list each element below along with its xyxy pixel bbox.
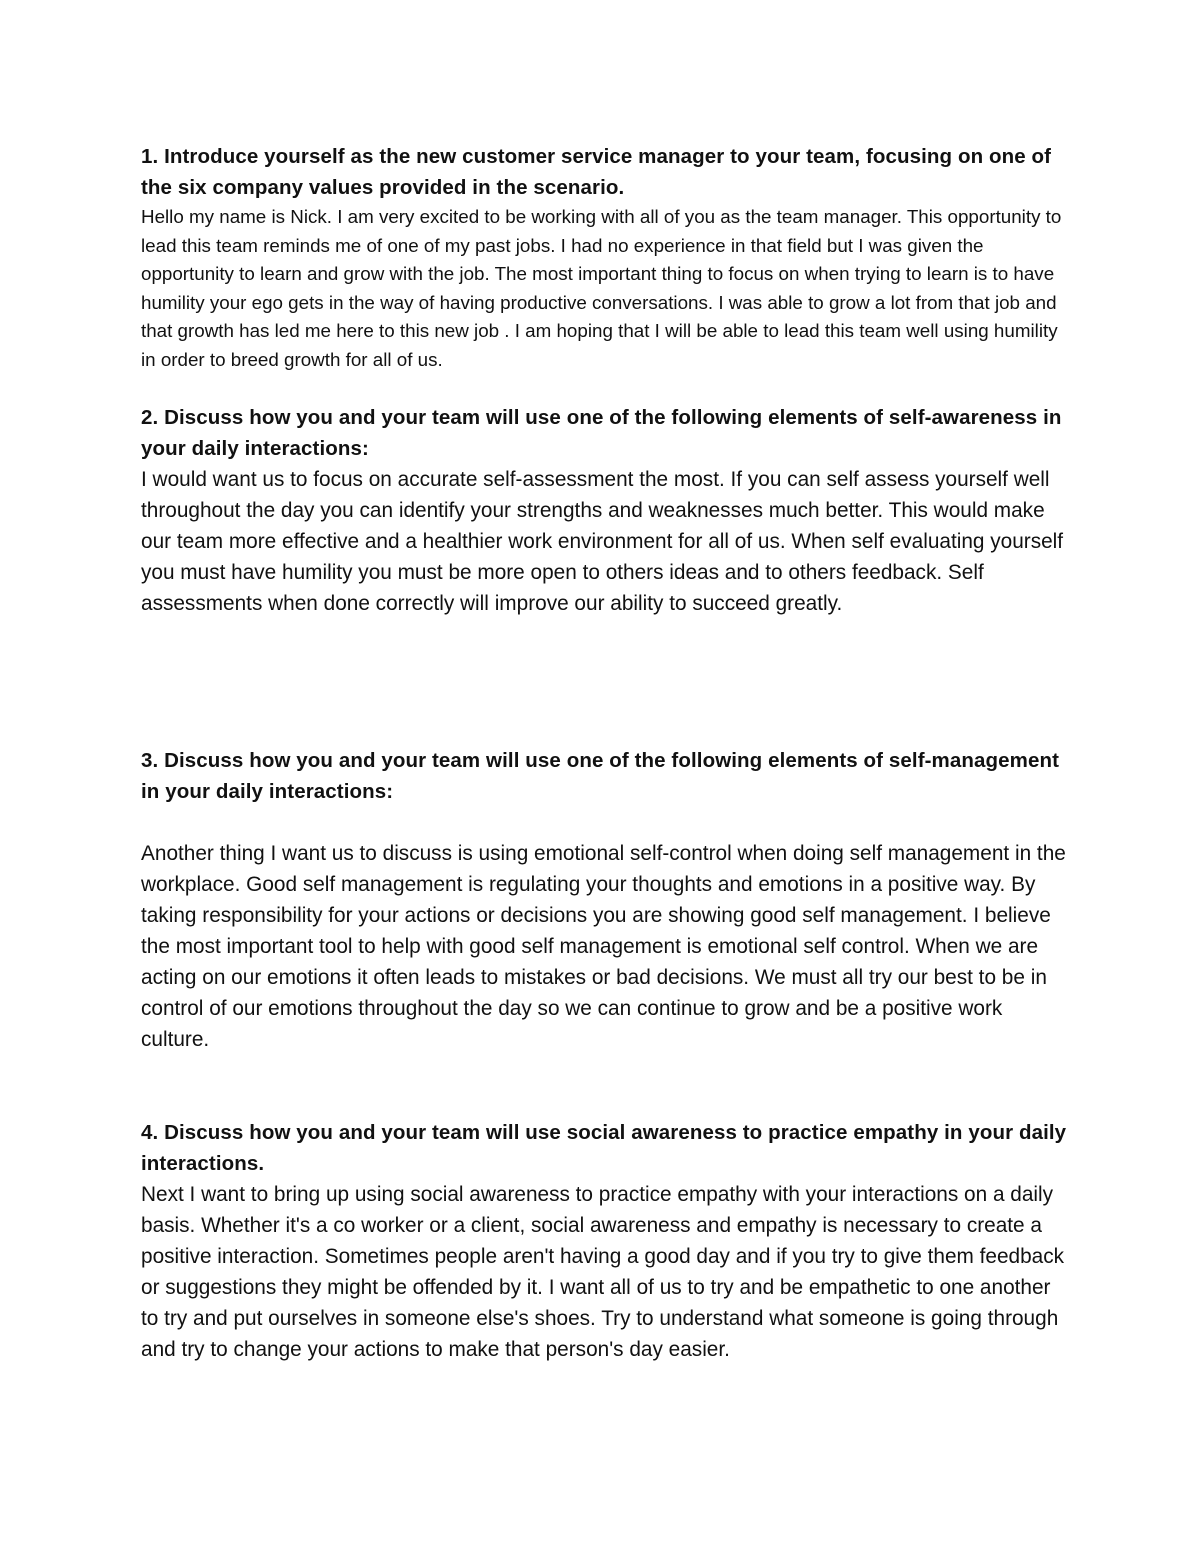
section-1-heading: 1. Introduce yourself as the new customer service manager to your team, focusing on one of the six company values provided in the scenario. — [141, 145, 1052, 199]
section-3-heading: 3. Discuss how you and your team will use one of the following elements of self-management in your daily interactions: — [141, 749, 1059, 803]
section-2-heading: 2. Discuss how you and your team will use one of the following elements of self-awareness in your daily interactions: — [141, 406, 1062, 460]
section-1-body: Hello my name is Nick. I am very excited to be working with all of you as the team manager. This opportunity to lead this team reminds me of one of my past jobs. I had no experience in that field but I was given the opportunity to learn and grow with the job. The most important thing to focus on when trying to learn is to have humility your ego gets in the way of having productive conversations. I was able to grow a lot from that job and that growth has led me here to this new job . I am hoping that I will be able to lead this team well using humility in order to breed growth for all of us. — [141, 206, 1062, 370]
section-4-body: Next I want to bring up using social awareness to practice empathy with your interactions on a daily basis. Whether it's a co worker or a client, social awareness and empathy is necessary to create a positive interaction. Sometimes people aren't having a good day and if you try to give them feedback or suggestions they might be offended by it. I want all of us to try and be empathetic to one another to try and put ourselves in someone else's shoes. Try to understand what someone is going through and try to change your actions to make that person's day easier. — [141, 1183, 1065, 1361]
section-2-body: I would want us to focus on accurate self-assessment the most. If you can self assess yourself well throughout the day you can identify your strengths and weaknesses much better. This would make our team more effective and a healthier work environment for all of us. When self evaluating yourself you must have humility you must be more open to others ideas and to others feedback. Self assessments when done correctly will improve our ability to succeed greatly. — [141, 468, 1064, 615]
section-3-body: Another thing I want us to discuss is using emotional self-control when doing self management in the workplace. Good self management is regulating your thoughts and emotions in a positive way. By taking responsibility for your actions or decisions you are showing good self management. I believe the most important tool to help with good self management is emotional self control. When we are acting on our emotions it often leads to mistakes or bad decisions. We must all try our best to be in control of our emotions throughout the day so we can continue to grow and be a positive work culture. — [141, 842, 1066, 1051]
section-4-heading: 4. Discuss how you and your team will use social awareness to practice empathy in your daily interactions. — [141, 1121, 1067, 1175]
